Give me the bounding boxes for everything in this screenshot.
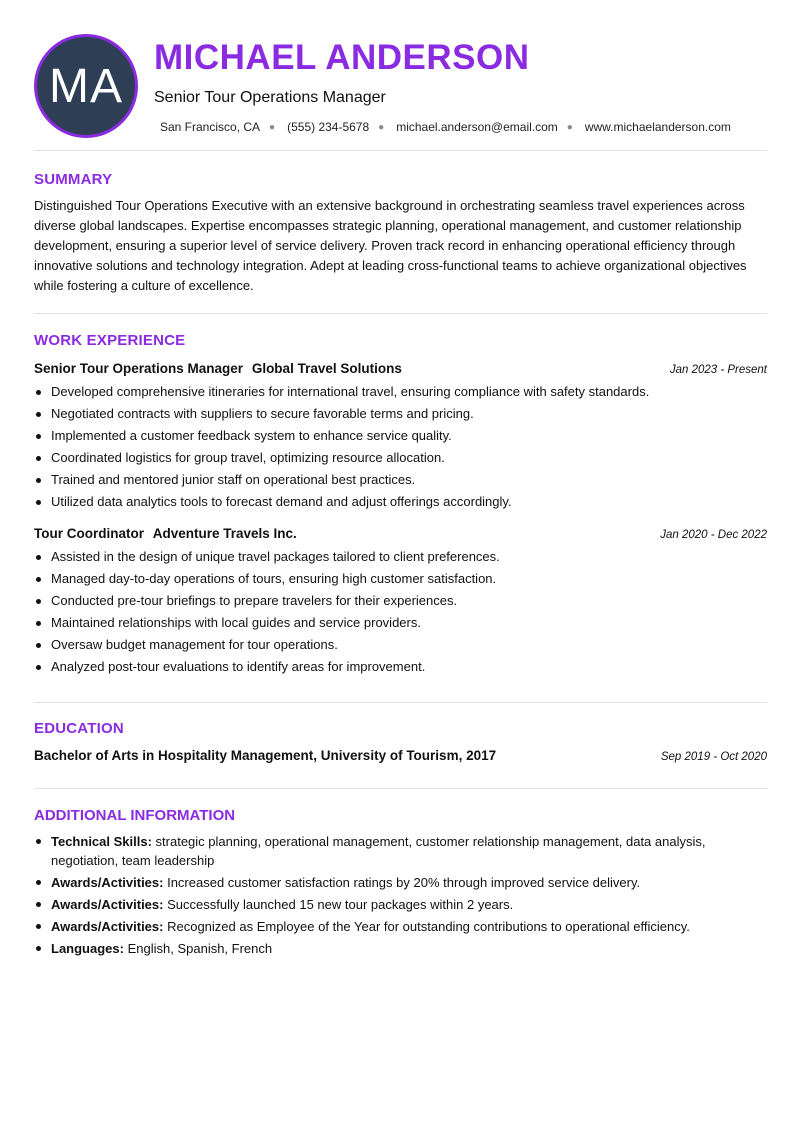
- list-item: Coordinated logistics for group travel, optimizing resource allocation.: [34, 447, 767, 469]
- avatar-initials: MA: [49, 59, 123, 113]
- list-item: Developed comprehensive itineraries for international travel, ensuring compliance with safety standards.: [34, 381, 767, 403]
- list-item: [34, 873, 767, 892]
- list-item: Managed day-to-day operations of tours, ensuring high customer satisfaction.: [34, 568, 767, 590]
- education-dates: Sep 2019 - Oct 2020: [660, 751, 767, 763]
- item-label: Awards/Activities:: [51, 897, 164, 912]
- list-item: Oversaw budget management for tour operations.: [34, 634, 767, 656]
- job-bullets: [34, 546, 767, 678]
- job-dates: Jan 2020 - Dec 2022: [660, 529, 767, 541]
- separator-dot-icon: ●: [269, 121, 276, 133]
- job-position: Tour Coordinator: [34, 526, 144, 541]
- separator-dot-icon: ●: [378, 121, 385, 133]
- item-label: Languages:: [51, 941, 124, 956]
- job-entry: [34, 526, 767, 678]
- item-label: Awards/Activities:: [51, 919, 164, 934]
- job-dates: Jan 2023 - Present: [669, 364, 767, 376]
- candidate-name: MICHAEL ANDERSON: [154, 38, 530, 77]
- job-entry: [34, 361, 767, 513]
- summary-text: Distinguished Tour Operations Executive with an extensive background in orchestrating seamless travel experiences across diverse global landscapes. Expertise encompasses strategic planning, operational management, and customer relationship development, ensuring a superior level of service delivery. Proven track record in enhancing operational efficiency through innovative solutions and technology integration. Adept at leading cross-functional teams to achieve organizational objectives while fostering a culture of excellence.: [34, 198, 747, 293]
- contact-location: San Francisco, CA: [160, 120, 261, 134]
- item-label: Technical Skills:: [51, 834, 152, 849]
- section-heading-experience: WORK EXPERIENCE: [34, 332, 186, 349]
- list-item: Implemented a customer feedback system to enhance service quality.: [34, 425, 767, 447]
- item-text: English, Spanish, French: [127, 941, 273, 956]
- list-item: [34, 832, 767, 870]
- additional-list: [34, 832, 767, 958]
- contact-bar: [160, 120, 731, 134]
- job-header: [34, 526, 767, 541]
- job-title: [34, 526, 297, 541]
- job-title: [34, 361, 402, 376]
- list-item: [34, 895, 767, 914]
- list-item: Maintained relationships with local guides and service providers.: [34, 612, 767, 634]
- list-item: Assisted in the design of unique travel packages tailored to client preferences.: [34, 546, 767, 568]
- section-heading-additional: ADDITIONAL INFORMATION: [34, 807, 236, 824]
- list-item: Trained and mentored junior staff on operational best practices.: [34, 469, 767, 491]
- job-company: Global Travel Solutions: [251, 361, 402, 376]
- item-text: Successfully launched 15 new tour packages within 2 years.: [167, 897, 514, 912]
- education-section: [34, 703, 767, 789]
- additional-section: [34, 789, 767, 958]
- separator-dot-icon: ●: [566, 121, 573, 133]
- section-heading-summary: SUMMARY: [34, 171, 113, 188]
- education-degree: Bachelor of Arts in Hospitality Management, University of Tourism, 2017: [34, 748, 497, 763]
- summary-section: [34, 151, 767, 314]
- job-bullets: [34, 381, 767, 513]
- job-company: Adventure Travels Inc.: [152, 526, 297, 541]
- resume-header: [34, 0, 767, 151]
- section-heading-education: EDUCATION: [34, 720, 124, 737]
- list-item: [34, 917, 767, 936]
- list-item: Analyzed post-tour evaluations to identify areas for improvement.: [34, 656, 767, 678]
- contact-phone: (555) 234-5678: [287, 120, 370, 134]
- job-position: Senior Tour Operations Manager: [34, 361, 244, 376]
- avatar: [34, 34, 138, 138]
- item-text: Recognized as Employee of the Year for outstanding contributions to operational efficiency.: [167, 919, 690, 934]
- contact-website[interactable]: www.michaelanderson.com: [584, 120, 731, 134]
- education-entry: [34, 748, 767, 763]
- candidate-title: Senior Tour Operations Manager: [154, 89, 386, 106]
- item-text: strategic planning, operational management, customer relationship management, data analysis, negotiation, team leadership: [51, 834, 706, 868]
- list-item: [34, 939, 767, 958]
- resume-page: [34, 0, 767, 961]
- contact-email[interactable]: michael.anderson@email.com: [396, 120, 558, 134]
- experience-section: [34, 314, 767, 703]
- list-item: Utilized data analytics tools to forecast demand and adjust offerings accordingly.: [34, 491, 767, 513]
- item-text: Increased customer satisfaction ratings by 20% through improved service delivery.: [167, 875, 641, 890]
- item-label: Awards/Activities:: [51, 875, 164, 890]
- list-item: Negotiated contracts with suppliers to secure favorable terms and pricing.: [34, 403, 767, 425]
- list-item: Conducted pre-tour briefings to prepare travelers for their experiences.: [34, 590, 767, 612]
- job-header: [34, 361, 767, 376]
